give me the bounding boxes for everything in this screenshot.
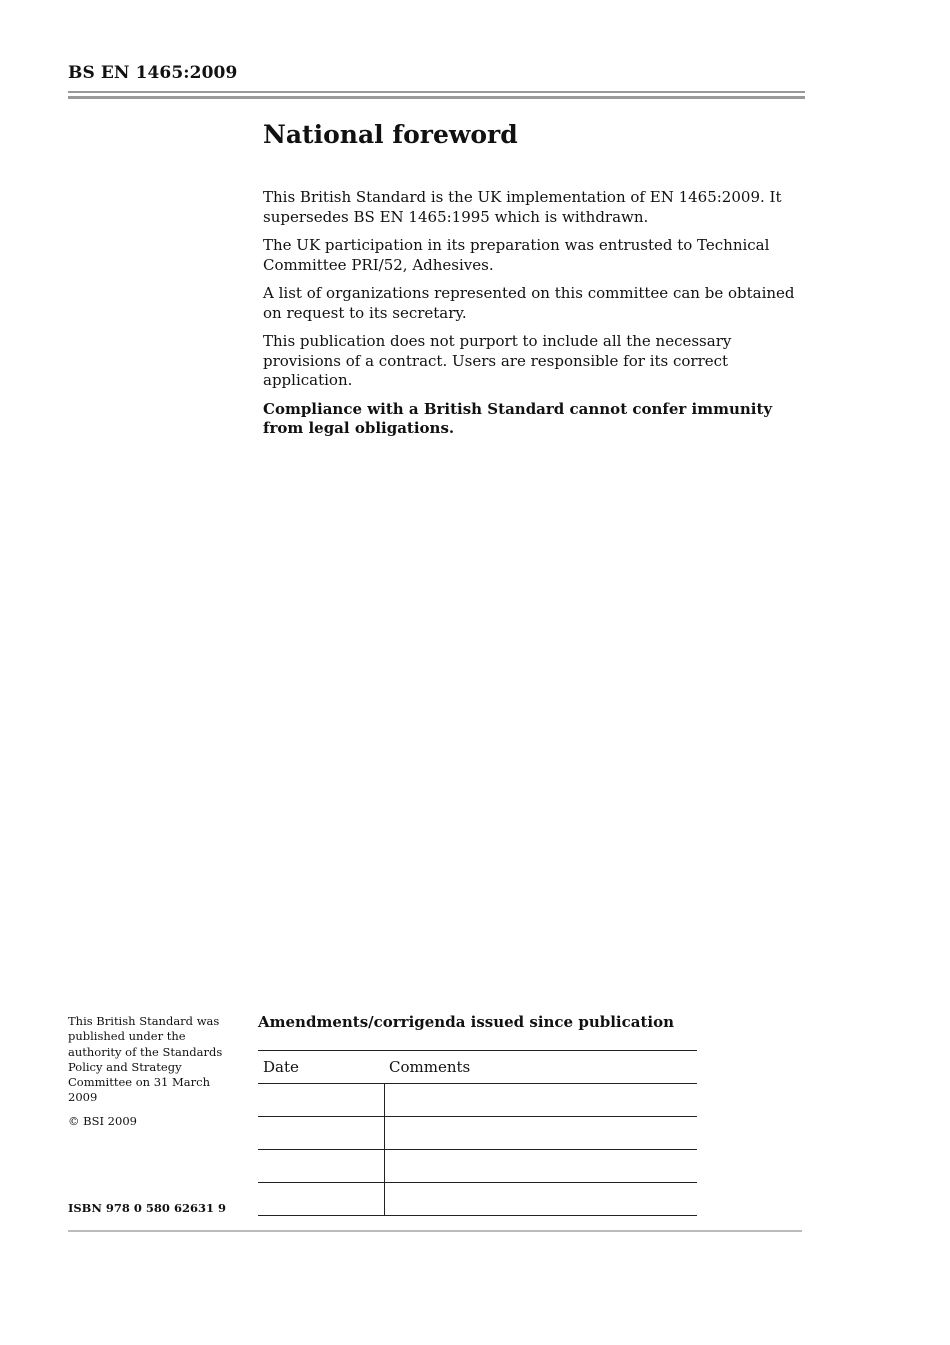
header-rule-thick <box>68 96 805 99</box>
table-row <box>258 1084 697 1117</box>
header-rule <box>68 91 805 93</box>
paragraph-provisions: This publication does not purport to include all the necessary provisions of a contract. Users are responsible for its correct application. <box>263 332 732 389</box>
document-id: BS EN 1465:2009 <box>68 63 238 83</box>
date-cell <box>258 1117 384 1150</box>
isbn: ISBN 978 0 580 62631 9 <box>68 1201 226 1215</box>
column-header-comments: Comments <box>384 1051 697 1084</box>
publication-note <box>68 1014 238 1137</box>
publication-statement: This British Standard was published under the authority of the Standards Policy and Strategy Committee on 31 March 2009 <box>68 1014 223 1105</box>
footer-rule <box>68 1230 802 1232</box>
paragraph-committee: The UK participation in its preparation was entrusted to Technical Committee PRI/52, Adhesives. <box>263 236 770 274</box>
foreword-body <box>263 188 808 448</box>
date-cell <box>258 1183 384 1216</box>
comments-cell <box>384 1117 697 1150</box>
comments-cell <box>384 1084 697 1117</box>
comments-cell <box>384 1183 697 1216</box>
table-header-row <box>258 1051 697 1084</box>
page-title: National foreword <box>263 120 518 149</box>
date-cell <box>258 1150 384 1183</box>
amendments-title: Amendments/corrigenda issued since publication <box>258 1013 674 1031</box>
table-row <box>258 1117 697 1150</box>
paragraph-implementation: This British Standard is the UK implementation of EN 1465:2009. It supersedes BS EN 1465:1995 which is withdrawn. <box>263 188 782 226</box>
amendments-table <box>258 1050 697 1216</box>
table-row <box>258 1183 697 1216</box>
compliance-statement: Compliance with a British Standard cannot confer immunity from legal obligations. <box>263 399 773 437</box>
table-row <box>258 1150 697 1183</box>
paragraph-organizations: A list of organizations represented on this committee can be obtained on request to its secretary. <box>263 284 795 322</box>
date-cell <box>258 1084 384 1117</box>
column-header-date: Date <box>258 1051 384 1084</box>
copyright-notice: © BSI 2009 <box>68 1113 137 1128</box>
comments-cell <box>384 1150 697 1183</box>
